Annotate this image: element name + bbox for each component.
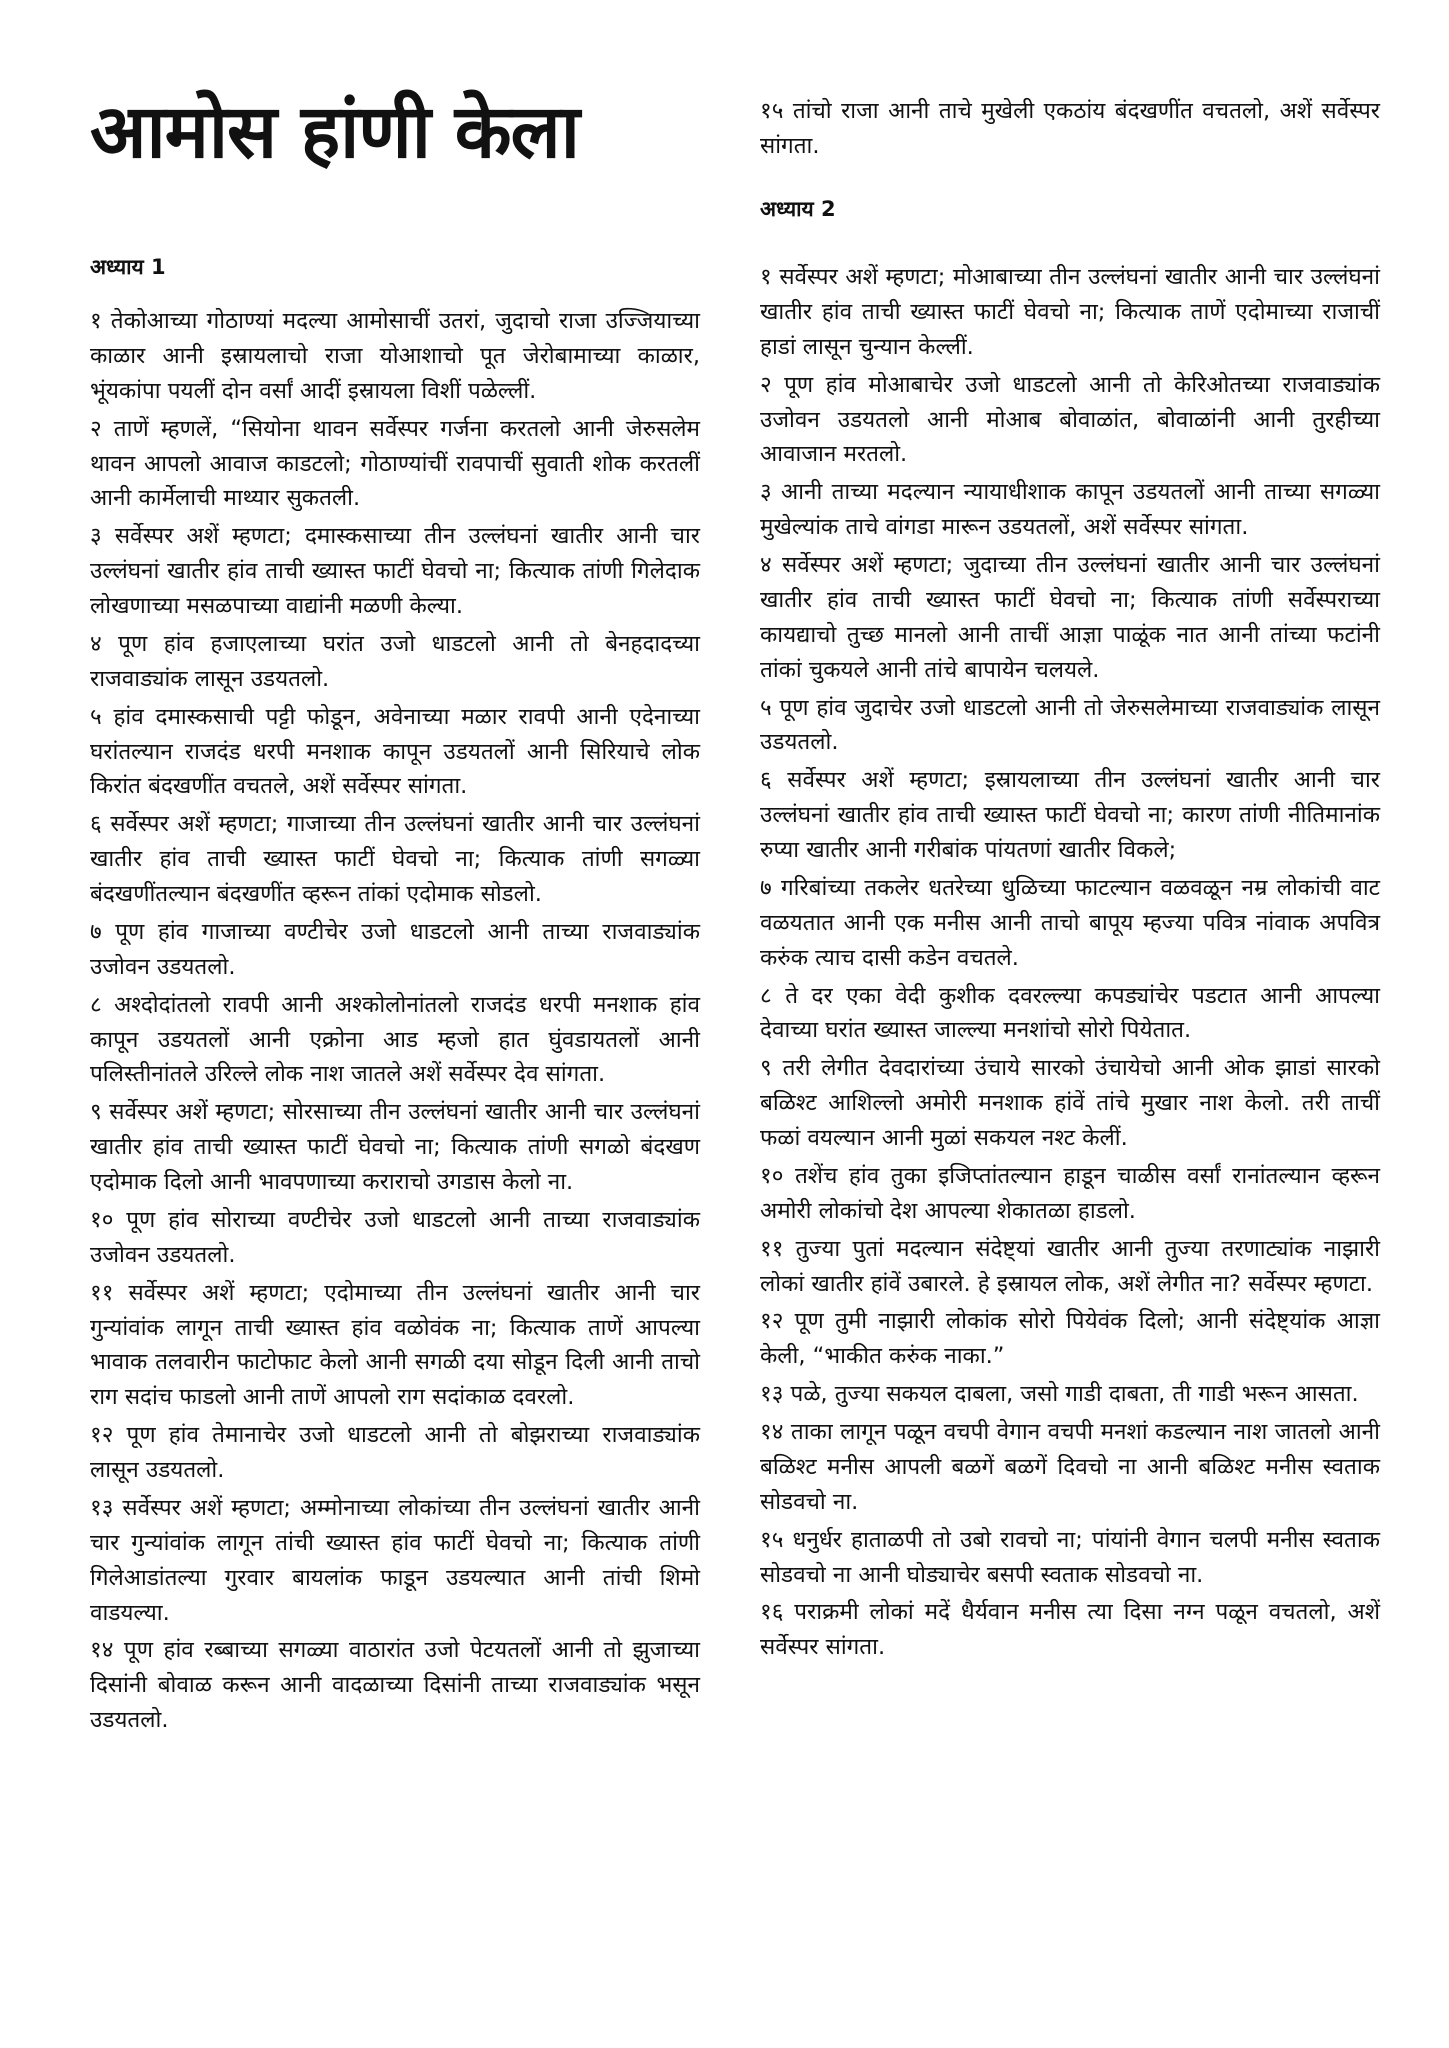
verse-paragraph: ७ पूण हांव गाजाच्या वण्टीचेर उजो धाडटलो आनी ताच्या राजवाड्यांक उजोवन उडयतलो. [90,918,700,980]
chapter-2-text [760,260,1380,1668]
verse-paragraph: १५ तांचो राजा आनी ताचे मुखेली एकठांय बंदखणींत वचतलो, अशें सर्वेस्पर सांगता. [760,98,1380,159]
verse-paragraph: ३ आनी ताच्या मदल्यान न्यायाधीशाक कापून उडयतलों आनी ताच्या सगळ्या मुखेल्यांक ताचे वांगडा मारून उडयतलों, अशें सर्वेस्पर सांगता. [760,479,1380,541]
chapter-1-heading: अध्याय 1 [90,255,166,279]
verse-paragraph: ५ पूण हांव जुदाचेर उजो धाडटलो आनी तो जेरुसलेमाच्या राजवाड्यांक लासून उडयतलो. [760,694,1380,756]
verse-paragraph: १ तेकोआच्या गोठाण्यां मदल्या आमोसाचीं उतरां, जुदाचो राजा उज्जियाच्या काळार आनी इस्रायलाचो राजा योआशाचो पूत जेरोबामाच्या काळार, भूंयकांपा पयलीं दोन वर्सां आदीं इस्रायला विशीं पळेल्लीं. [90,308,700,404]
verse-paragraph: ४ पूण हांव हजाएलाच्या घरांत उजो धाडटलो आनी तो बेनहदादच्या राजवाड्यांक लासून उडयतलो. [90,630,700,692]
verse-paragraph: १४ पूण हांव रब्बाच्या सगळ्या वाठारांत उजो पेटयतलों आनी तो झुजाच्या दिसांनी बोवाळ करून आनी वादळाच्या दिसांनी ताच्या राजवाड्यांक भसून उडयतलो. [90,1637,700,1734]
chapter-2-heading: अध्याय 2 [760,197,836,221]
verse-paragraph: १० पूण हांव सोराच्या वण्टीचेर उजो धाडटलो आनी ताच्या राजवाड्यांक उजोवन उडयतलो. [90,1206,700,1268]
verse-paragraph: १५ धनुर्धर हाताळपी तो उबो रावचो ना; पांयांनी वेगान चलपी मनीस स्वताक सोडवचो ना आनी घोड्याचेर बसपी स्वताक सोडवचो ना. [760,1526,1380,1588]
verse-paragraph: ७ गरिबांच्या तकलेर धतरेच्या धुळिच्या फाटल्यान वळवळून नम्र लोकांची वाट वळयतात आनी एक मनीस आनी ताचो बापूय म्हज्या पवित्र नांवाक अपवित्र करुंक त्याच दासी कडेन वचतले. [760,874,1380,971]
verse-paragraph: ३ सर्वेस्पर अशें म्हणटा; दमास्कसाच्या तीन उल्लंघनां खातीर आनी चार उल्लंघनां खातीर हांव ताची ख्यास्त फाटीं घेवचो ना; कित्याक तांणी गिलेदाक लोखणाच्या मसळपाच्या वाद्यांनी मळणी केल्या. [90,523,700,619]
verse-paragraph: १३ सर्वेस्पर अशें म्हणटा; अम्मोनाच्या लोकांच्या तीन उल्लंघनां खातीर आनी चार गुन्यांवांक लागून तांची ख्यास्त हांव फाटीं घेवचो ना; कित्याक तांणी गिलेआडांतल्या गुरवार बायलांक फाडून उडयल्यात आनी तांची शिमो वाडयल्या. [90,1494,700,1626]
verse-paragraph: ५ हांव दमास्कसाची पट्टी फोडून, अवेनाच्या मळार रावपी आनी एदेनाच्या घरांतल्यान राजदंड धरपी मनशाक कापून उडयतलों आनी सिरियाचे लोक किरांत बंदखणींत वचतले, अशें सर्वेस्पर सांगता. [90,703,700,800]
verse-paragraph: १२ पूण तुमी नाझारी लोकांक सोरो पियेवंक दिलो; आनी संदेष्ट्यांक आज्ञा केली, “भाकीत करुंक नाका.” [760,1308,1380,1370]
verse-paragraph: २ ताणें म्हणलें, “सियोना थावन सर्वेस्पर गर्जना करतलो आनी जेरुसलेम थावन आपलो आवाज काडटलो; गोठाण्यांचीं रावपाचीं सुवाती शोक करतलीं आनी कार्मेलाची माथ्यार सुकतली. [90,415,700,512]
verse-paragraph: ११ सर्वेस्पर अशें म्हणटा; एदोमाच्या तीन उल्लंघनां खातीर आनी चार गुन्यांवांक लागून ताची ख्यास्त हांव वळोवंक ना; कित्याक ताणें आपल्या भावाक तलवारीन फाटोफाट केलो आनी सगळी दया सोडून दिली आनी ताचो राग सदांच फाडलो आनी ताणें आपलो राग सदांकाळ दवरलो. [90,1279,700,1411]
verse-paragraph: १६ पराक्रमी लोकां मदें धैर्यवान मनीस त्या दिसा नग्न पळून वचतलो, अशें सर्वेस्पर सांगता. [760,1599,1380,1661]
verse-paragraph: ११ तुज्या पुतां मदल्यान संदेष्ट्यां खातीर आनी तुज्या तरणाट्यांक नाझारी लोकां खातीर हांवें उबारले. हे इस्रायल लोक, अशें लेगीत ना? सर्वेस्पर म्हणटा. [760,1235,1380,1297]
verse-paragraph: १२ पूण हांव तेमानाचेर उजो धाडटलो आनी तो बोझराच्या राजवाड्यांक लासून उडयतलो. [90,1422,700,1483]
verse-paragraph: ९ तरी लेगीत देवदारांच्या उंचाये सारको उंचायेचो आनी ओक झाडां सारको बळिश्ट आशिल्लो अमोरी मनशाक हांवें तांचे मुखार नाश केलो. तरी ताचीं फळां वयल्यान आनी मुळां सकयल नश्ट केलीं. [760,1055,1380,1151]
verse-paragraph: २ पूण हांव मोआबाचेर उजो धाडटलो आनी तो केरिओतच्या राजवाड्यांक उजोवन उडयतलो आनी मोआब बोवाळांत, बोवाळांनी आनी तुरहीच्या आवाजान मरतलो. [760,371,1380,468]
verse-paragraph: ९ सर्वेस्पर अशें म्हणटा; सोरसाच्या तीन उल्लंघनां खातीर आनी चार उल्लंघनां खातीर हांव ताची ख्यास्त फाटीं घेवचो ना; कित्याक तांणी सगळो बंदखण एदोमाक दिलो आनी भावपणाच्या कराराचो उगडास केलो ना. [90,1099,701,1195]
book-title: आमोस हांणी केला [90,89,579,175]
chapter-1-text [90,304,700,1741]
verse-paragraph: १० तशेंच हांव तुका इजिप्तांतल्यान हाडून चाळीस वर्सां रानांतल्यान व्हरून अमोरी लोकांचो देश आपल्या शेकातळा हाडलो. [760,1162,1380,1224]
verse-paragraph: १ सर्वेस्पर अशें म्हणटा; मोआबाच्या तीन उल्लंघनां खातीर आनी चार उल्लंघनां खातीर हांव ताची ख्यास्त फाटीं घेवचो ना; कित्याक ताणें एदोमाच्या राजाचीं हाडां लासून चुन्यान केल्लीं. [760,264,1380,360]
verse-paragraph: ६ सर्वेस्पर अशें म्हणटा; इस्रायलाच्या तीन उल्लंघनां खातीर आनी चार उल्लंघनां खातीर हांव ताची ख्यास्त फाटीं घेवचो ना; कारण तांणी नीतिमानांक रुप्या खातीर आनी गरीबांक पांयतणां खातीर विकले; [760,767,1380,863]
verse-paragraph: १३ पळे, तुज्या सकयल दाबला, जसो गाडी दाबता, ती गाडी भरून आसता. [760,1381,1359,1408]
verse-paragraph: १४ ताका लागून पळून वचपी वेगान वचपी मनशां कडल्यान नाश जातलो आनी बळिश्ट मनीस आपली बळगें बळगें दिवचो ना आनी बळिश्ट मनीस स्वताक सोडवचो ना. [760,1419,1380,1515]
verse-paragraph: ६ सर्वेस्पर अशें म्हणटा; गाजाच्या तीन उल्लंघनां खातीर आनी चार उल्लंघनां खातीर हांव ताची ख्यास्त फाटीं घेवचो ना; कित्याक तांणी सगळ्या बंदखणींतल्यान बंदखणींत व्हरून तांकां एदोमाक सोडलो. [90,811,700,907]
verse-paragraph: ८ अश्दोदांतलो रावपी आनी अश्कोलोनांतलो राजदंड धरपी मनशाक हांव कापून उडयतलों आनी एक्रोना आड म्हजो हात घुंवडायतलों आनी पलिस्तीनांतले उरिल्ले लोक नाश जातले अशें सर्वेस्पर देव सांगता. [90,991,700,1088]
verse-paragraph: ८ ते दर एका वेदी कुशीक दवरल्ल्या कपड्यांचेर पडटात आनी आपल्या देवाच्या घरांत ख्यास्त जाल्ल्या मनशांचो सोरो पियेतात. [760,982,1380,1044]
chapter-1-continuation [760,94,1380,167]
verse-paragraph: ४ सर्वेस्पर अशें म्हणटा; जुदाच्या तीन उल्लंघनां खातीर आनी चार उल्लंघनां खातीर हांव ताची ख्यास्त फाटीं घेवचो ना; कित्याक तांणी सर्वेस्पराच्या कायद्याचो तुच्छ मानलो आनी ताचीं आज्ञा पाळूंक नात आनी तांच्या फटांनी तांकां चुकयले आनी तांचे बापायेन चलयले. [760,552,1380,683]
